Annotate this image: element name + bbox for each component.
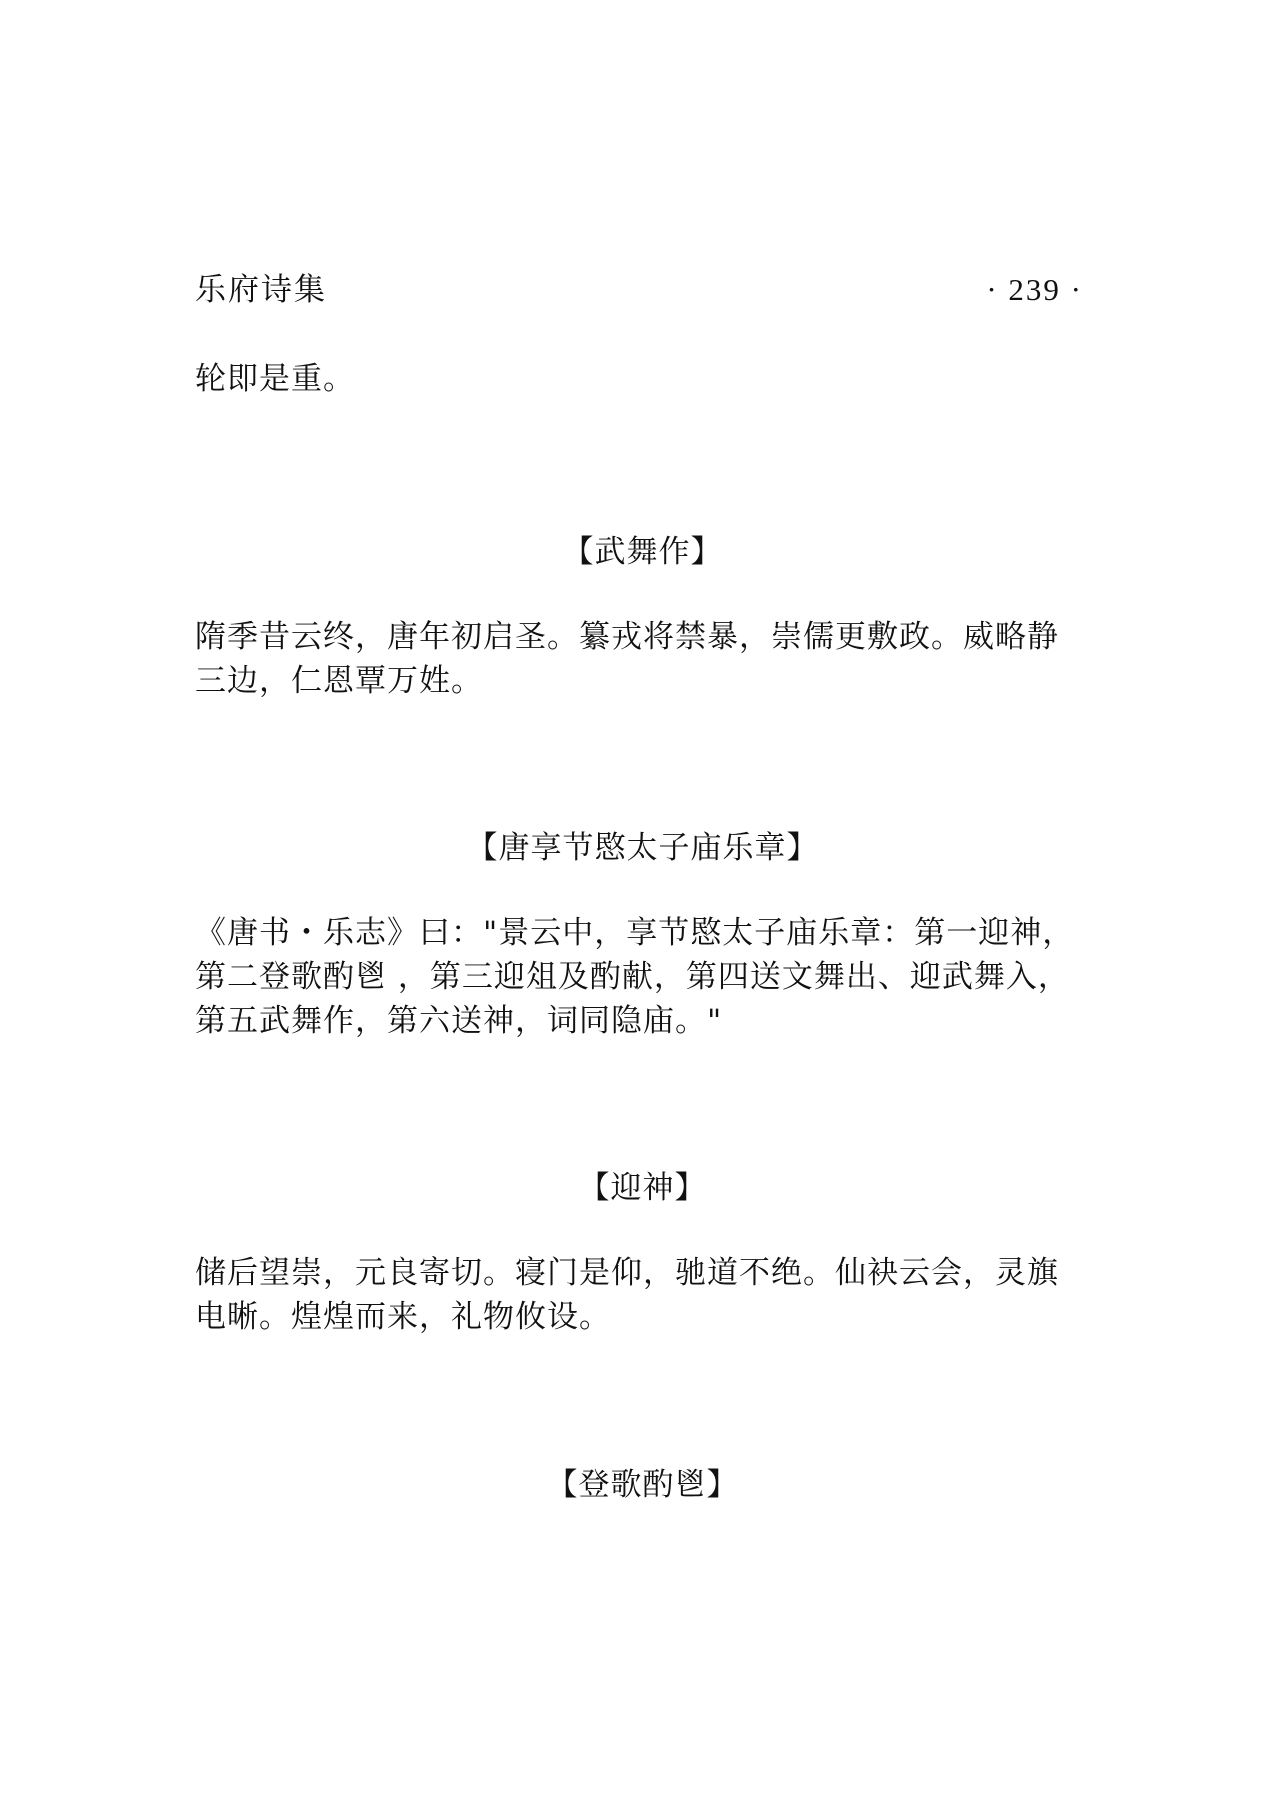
text-line: 第五武舞作，第六送神，词同隐庙。": [195, 1003, 723, 1039]
section-heading-dengge: 【登歌酌鬯】: [546, 1467, 739, 1503]
text-line: 《唐书・乐志》曰："景云中，享节愍太子庙乐章：第一迎神，: [195, 915, 1075, 951]
text-line: 第二登歌酌鬯 ，第三迎俎及酌献，第四送文舞出、迎武舞入，: [195, 959, 1070, 995]
text-line: 三边，仁恩覃万姓。: [195, 663, 483, 699]
text-line: 隋季昔云终，唐年初启圣。纂戎将禁暴，崇儒更敷政。威略静: [195, 619, 1059, 655]
section-body-jiemin-temple: [195, 911, 1090, 1043]
section-heading-jiemin-temple: 【唐享节愍太子庙乐章】: [466, 830, 819, 866]
section-body-wuwuzuo: [195, 615, 1090, 703]
running-header: [195, 268, 1083, 312]
page-number: · 239 ·: [986, 272, 1083, 307]
text-line: 轮即是重。: [195, 361, 355, 397]
section-heading-yingshen: 【迎神】: [578, 1170, 707, 1206]
text-line: 储后望崇，元良寄切。寝门是仰，驰道不绝。仙袂云会，灵旗: [195, 1255, 1059, 1291]
text-line: 电晰。煌煌而来，礼物攸设。: [195, 1299, 611, 1335]
section-body-yingshen: [195, 1251, 1090, 1339]
continuation-text: [195, 357, 1090, 401]
book-title: 乐府诗集: [195, 272, 327, 308]
section-heading-wuwuzuo: 【武舞作】: [562, 534, 723, 570]
